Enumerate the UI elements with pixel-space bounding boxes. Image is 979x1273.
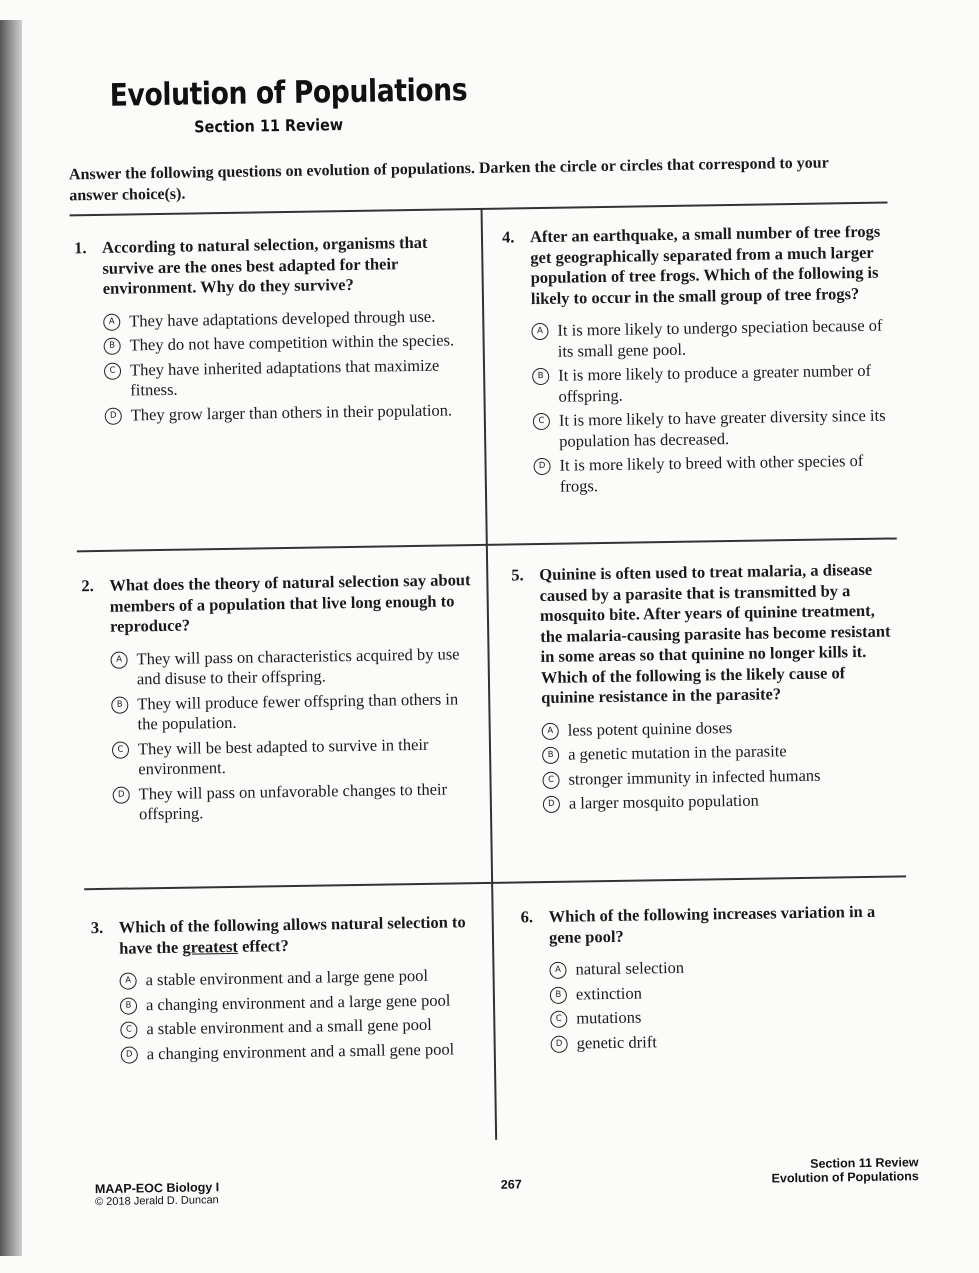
choice-b[interactable] xyxy=(120,989,484,1015)
footer-section: Section 11 Review xyxy=(810,1155,919,1171)
question-number: 5. xyxy=(511,565,524,585)
answer-bubble-d[interactable]: D xyxy=(551,1035,568,1052)
choice-c[interactable] xyxy=(533,406,892,453)
answer-bubble-d[interactable]: D xyxy=(543,796,560,813)
question-6 xyxy=(521,901,909,1058)
choice-b[interactable] xyxy=(542,739,900,765)
choice-text: It is more likely to undergo speciation because of its small gene pool. xyxy=(557,315,883,361)
choice-d[interactable] xyxy=(105,400,469,426)
page-title: Evolution of Populations xyxy=(109,72,468,114)
question-1 xyxy=(74,232,469,430)
question-number: 6. xyxy=(520,907,534,927)
choice-d[interactable] xyxy=(533,451,892,498)
choice-b[interactable] xyxy=(550,979,908,1005)
choice-text: It is more likely to breed with other species of frogs. xyxy=(559,450,864,496)
choice-text: mutations xyxy=(576,1007,642,1028)
choice-text: a changing environment and a large gene pool xyxy=(145,990,451,1014)
choice-text: less potent quinine doses xyxy=(567,717,733,740)
answer-choices xyxy=(531,316,892,498)
page-number: 267 xyxy=(500,1177,522,1192)
question-text-part: Which of the following allows natural selection to have the xyxy=(118,912,466,958)
answer-bubble-c[interactable]: C xyxy=(533,413,550,430)
choice-b[interactable] xyxy=(111,689,476,736)
copyright: © 2018 Jerald D. Duncan xyxy=(95,1194,219,1209)
page-subtitle: Section 11 Review xyxy=(194,115,344,137)
question-5 xyxy=(511,559,901,819)
choice-text: It is more likely to produce a greater number of offspring. xyxy=(558,360,872,406)
choice-d[interactable] xyxy=(113,779,478,826)
answer-bubble-b[interactable]: B xyxy=(532,368,549,385)
choice-c[interactable] xyxy=(112,734,477,781)
course-name: MAAP-EOC Biology I xyxy=(94,1180,220,1197)
answer-bubble-b[interactable]: B xyxy=(111,696,128,713)
choice-c[interactable] xyxy=(542,764,900,790)
choice-text: It is more likely to have greater diversity since its population has decreased. xyxy=(558,405,886,451)
footer-left xyxy=(95,1180,220,1208)
question-text: What does the theory of natural selection say about members of a population that live long enough to reproduce? xyxy=(109,570,471,636)
choice-text: They have inherited adaptations that maximize fitness. xyxy=(129,355,440,400)
choice-text: natural selection xyxy=(575,957,685,979)
choice-text: a stable environment and a small gene pool xyxy=(146,1014,432,1039)
answer-bubble-d[interactable]: D xyxy=(105,407,122,424)
choice-d[interactable] xyxy=(551,1028,909,1054)
answer-choices xyxy=(549,954,908,1054)
answer-bubble-b[interactable]: B xyxy=(542,747,559,764)
choice-c[interactable] xyxy=(550,1003,908,1029)
choice-text: They have adaptations developed through use. xyxy=(129,306,436,330)
choice-text: They will produce fewer offspring than others in the population. xyxy=(137,688,459,734)
choice-d[interactable] xyxy=(121,1038,485,1064)
question-number: 1. xyxy=(73,238,87,258)
answer-choices xyxy=(103,306,469,426)
choice-text: a stable environment and a large gene pool xyxy=(145,965,429,990)
answer-bubble-a[interactable]: A xyxy=(549,962,566,979)
question-number: 3. xyxy=(90,917,104,938)
answer-bubble-c[interactable]: C xyxy=(550,1011,567,1028)
choice-a[interactable] xyxy=(549,954,907,980)
choice-text: They do not have competition within the species. xyxy=(129,330,455,355)
answer-bubble-a[interactable]: A xyxy=(110,651,127,668)
answer-bubble-a[interactable]: A xyxy=(103,313,120,330)
choice-text: They will pass on characteristics acquired by use and disuse to their offspring. xyxy=(136,643,460,689)
choice-a[interactable] xyxy=(103,306,467,332)
choice-c[interactable] xyxy=(120,1014,484,1040)
question-text: Quinine is often used to treat malaria, a disease caused by a parasite that is transmitted by a mosquito bite. After years of quinine treatment, the malaria-causing parasite has become resistant in some areas so that quinine no longer kills it. Which of the following is the likely cause of quinine resistance in the parasite? xyxy=(539,559,891,708)
emphasized-word: greatest xyxy=(182,936,239,957)
answer-bubble-c[interactable]: C xyxy=(104,362,121,379)
choice-text: genetic drift xyxy=(576,1031,657,1053)
answer-bubble-d[interactable]: D xyxy=(113,786,130,803)
choice-b[interactable] xyxy=(532,361,891,408)
choice-a[interactable] xyxy=(110,644,475,691)
answer-bubble-c[interactable]: C xyxy=(542,771,559,788)
choice-text: a changing environment and a small gene pool xyxy=(146,1038,455,1063)
choice-a[interactable] xyxy=(531,316,890,363)
choice-text: a genetic mutation in the parasite xyxy=(567,741,787,764)
answer-choices xyxy=(110,644,477,826)
answer-bubble-b[interactable]: B xyxy=(120,997,137,1014)
choice-text: They will pass on unfavorable changes to their offspring. xyxy=(138,779,448,824)
choice-a[interactable] xyxy=(119,965,483,991)
footer-right xyxy=(708,1155,918,1186)
choice-text: They grow larger than others in their population. xyxy=(130,399,453,424)
answer-bubble-a[interactable]: A xyxy=(531,323,548,340)
answer-bubble-c[interactable]: C xyxy=(112,741,129,758)
question-number: 2. xyxy=(81,576,94,596)
question-text xyxy=(119,912,484,959)
divider-row-2 xyxy=(84,875,906,889)
question-number: 4. xyxy=(501,227,515,247)
question-text-part: effect? xyxy=(237,935,289,956)
choice-text: extinction xyxy=(575,983,643,1004)
choice-text: stronger immunity in infected humans xyxy=(568,765,821,789)
answer-bubble-d[interactable]: D xyxy=(533,458,550,475)
choice-c[interactable] xyxy=(104,355,469,402)
answer-bubble-a[interactable]: A xyxy=(119,972,136,989)
footer-section-title: Evolution of Populations xyxy=(771,1169,919,1186)
answer-choices xyxy=(542,715,901,815)
choice-b[interactable] xyxy=(103,330,467,356)
question-2 xyxy=(81,570,477,830)
choice-a[interactable] xyxy=(542,715,900,741)
answer-bubble-d[interactable]: D xyxy=(121,1046,138,1063)
question-text: According to natural selection, organisms that survive are the ones best adapted for their environment. Why do they survive? xyxy=(101,232,428,298)
choice-text: They will be best adapted to survive in their environment. xyxy=(137,734,429,779)
answer-bubble-c[interactable]: C xyxy=(120,1021,137,1038)
instructions: Answer the following questions on evolution of populations. Darken the circle or circles that correspond to your answer choice(s). xyxy=(68,154,829,205)
question-3 xyxy=(91,912,485,1069)
question-text: Which of the following increases variation in a gene pool? xyxy=(548,901,876,947)
answer-bubble-b[interactable]: B xyxy=(550,986,567,1003)
choice-text: a larger mosquito population xyxy=(568,790,759,813)
question-text: After an earthquake, a small number of tree frogs get geographically separated from a much larger population of tree frogs. Which of the following is likely to occur in the small group of tree frogs? xyxy=(529,221,881,308)
choice-d[interactable] xyxy=(543,788,901,814)
answer-bubble-a[interactable]: A xyxy=(542,722,559,739)
answer-choices xyxy=(119,965,484,1065)
question-4 xyxy=(502,222,892,502)
answer-bubble-b[interactable]: B xyxy=(104,338,121,355)
